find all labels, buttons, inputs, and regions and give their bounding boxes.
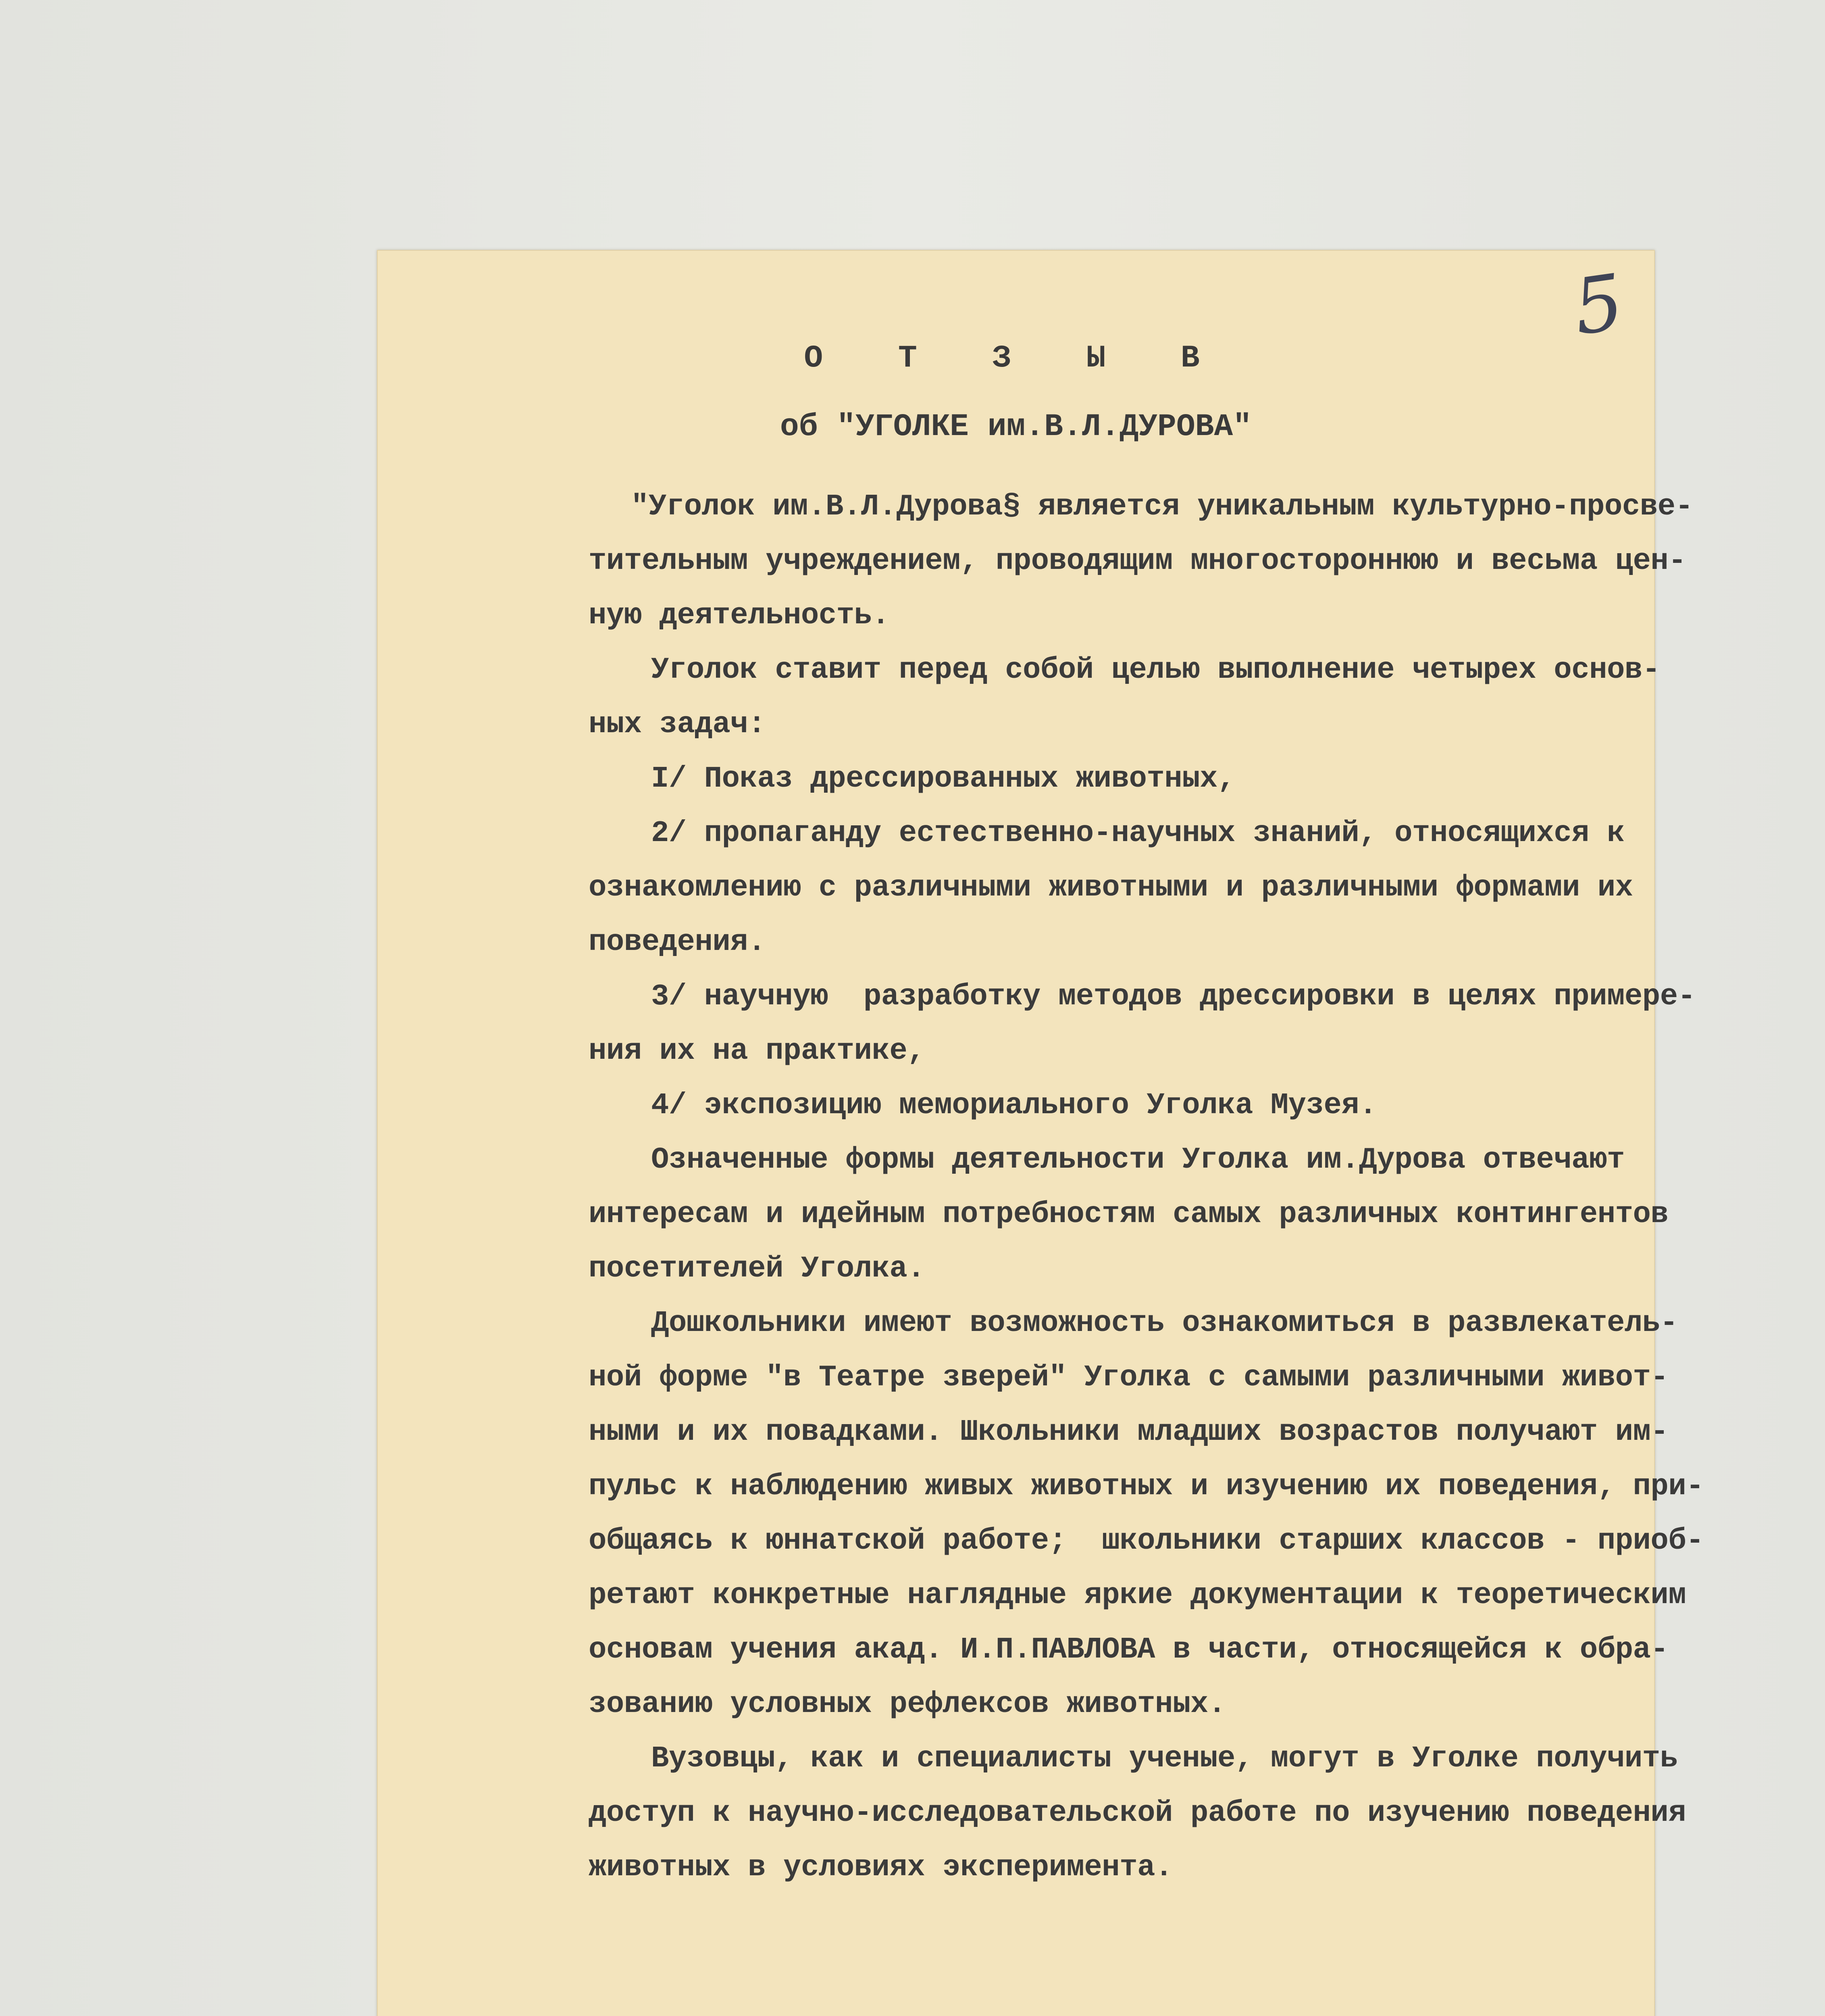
document-subtitle: об "УГОЛКЕ им.В.Л.ДУРОВА": [780, 409, 1252, 445]
text-line-4: Уголок ставит перед собой целью выполнение четырех основ-: [651, 653, 1660, 687]
text-line-9: поведения.: [589, 925, 766, 959]
text-line-18: ными и их повадками. Школьники младших возрастов получают им-: [589, 1415, 1669, 1449]
handwritten-page-number: 5: [1568, 257, 1629, 352]
text-line-1: "Уголок им.В.Л.Дурова§ является уникальным культурно-просве-: [631, 490, 1693, 524]
text-line-3: ную деятельность.: [589, 599, 890, 633]
text-line-26: животных в условиях эксперимента.: [589, 1851, 1173, 1885]
text-line-25: доступ к научно-исследовательской работе по изучению поведения: [589, 1796, 1686, 1830]
text-line-20: общаясь к юннатской работе; школьники старших классов - приоб-: [589, 1524, 1704, 1558]
text-line-21: ретают конкретные наглядные яркие документации к теоретическим: [589, 1579, 1686, 1612]
text-line-10: 3/ научную разработку методов дрессировки в целях примере-: [651, 980, 1696, 1014]
text-line-19: пульс к наблюдению живых животных и изучению их поведения, при-: [589, 1470, 1704, 1504]
text-line-6: I/ Показ дрессированных животных,: [651, 762, 1235, 796]
text-line-7: 2/ пропаганду естественно-научных знаний, относящихся к: [651, 816, 1625, 850]
text-line-5: ных задач:: [589, 708, 766, 741]
text-line-16: Дошкольники имеют возможность ознакомиться в развлекатель-: [651, 1306, 1678, 1340]
text-line-17: ной форме "в Театре зверей" Уголка с самыми различными живот-: [589, 1361, 1669, 1395]
text-line-13: Означенные формы деятельности Уголка им.Дурова отвечают: [651, 1143, 1625, 1177]
text-line-11: ния их на практике,: [589, 1034, 925, 1068]
text-line-14: интересам и идейным потребностям самых различных контингентов: [589, 1198, 1669, 1231]
text-line-2: тительным учреждением, проводящим многостороннюю и весьма цен-: [589, 544, 1686, 578]
text-line-12: 4/ экспозицию мемориального Уголка Музея.: [651, 1089, 1377, 1123]
text-line-8: ознакомлению с различными животными и различными формами их: [589, 871, 1633, 905]
document-title: О Т З Ы В: [804, 341, 1228, 376]
text-line-22: основам учения акад. И.П.ПАВЛОВА в части, относящейся к обра-: [589, 1633, 1669, 1667]
text-line-15: посетителей Уголка.: [589, 1252, 925, 1286]
text-line-24: Вузовцы, как и специалисты ученые, могут в Уголке получить: [651, 1742, 1678, 1776]
text-line-23: зованию условных рефлексов животных.: [589, 1687, 1226, 1721]
